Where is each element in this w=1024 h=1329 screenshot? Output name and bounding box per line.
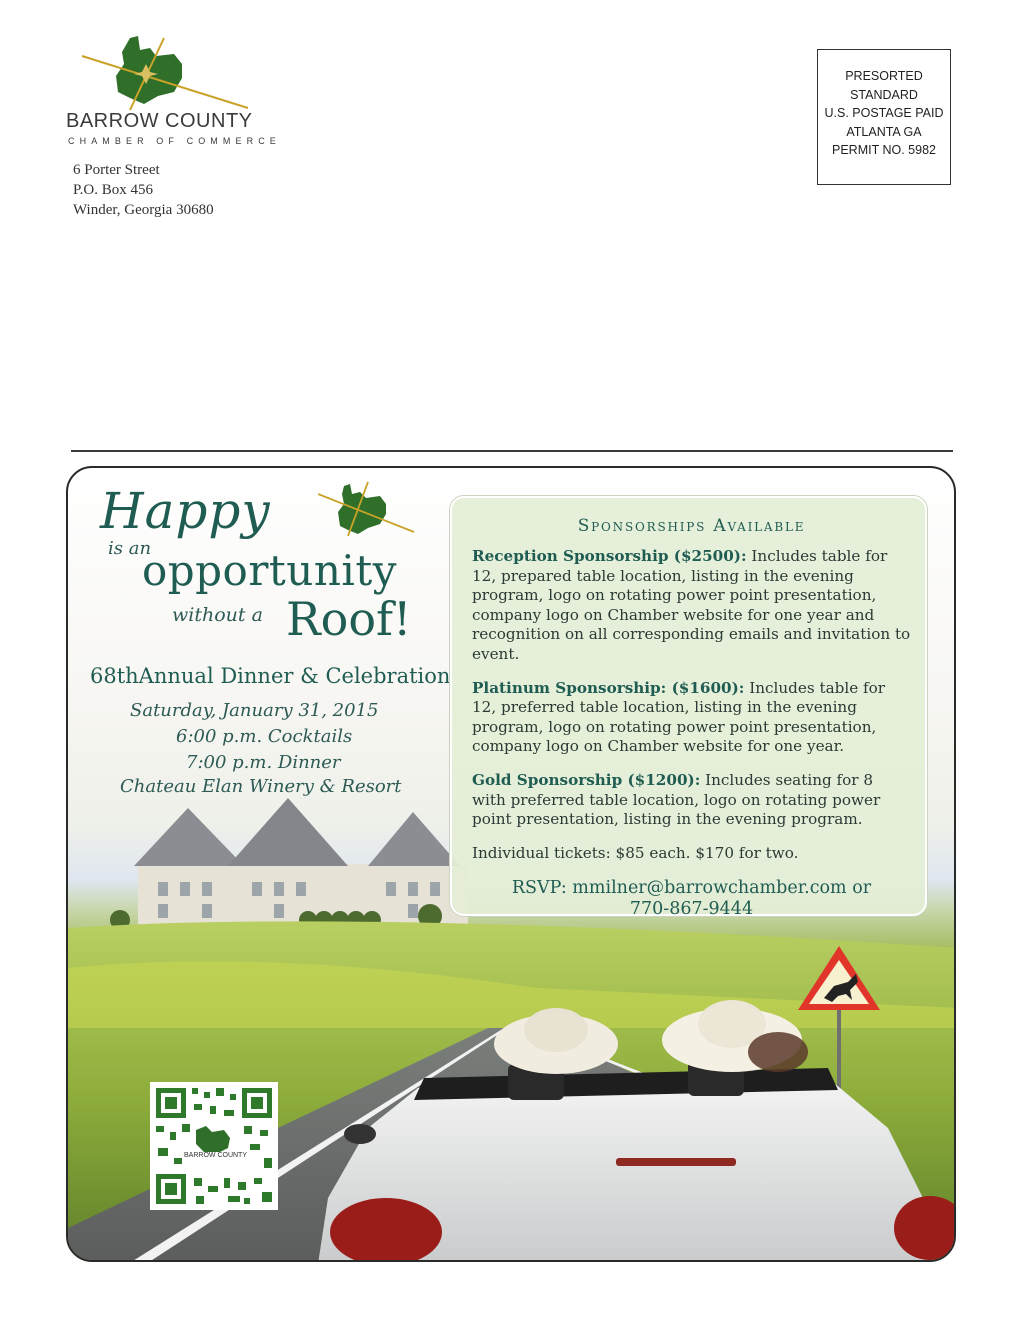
sponsorship-description: Includes seating for 8 with preferred table location, logo on rotating power point presentation, listing in the evening program. <box>472 770 881 829</box>
address-line: Winder, Georgia 30680 <box>73 202 214 218</box>
permit-line: ATLANTA GA <box>846 124 922 139</box>
permit-line: U.S. POSTAGE PAID <box>824 106 944 120</box>
return-address <box>73 160 214 220</box>
org-name: BARROW COUNTY <box>66 110 253 132</box>
chamber-logo-icon <box>318 480 418 536</box>
chamber-logo <box>66 34 281 154</box>
permit-line: STANDARD <box>850 87 918 102</box>
sponsorship-name: Platinum Sponsorship: ($1600): <box>472 678 745 697</box>
ticket-prices: Individual tickets: $85 each. $170 for two. <box>472 843 799 862</box>
permit-line: PRESORTED <box>845 69 923 83</box>
event-date: Saturday, January 31, 2015 <box>130 700 379 721</box>
org-subtitle: CHAMBER OF COMMERCE <box>68 136 281 146</box>
event-title: 68thAnnual Dinner & Celebration <box>90 664 451 688</box>
event-dinner: 7:00 p.m. Dinner <box>186 752 341 773</box>
sponsorship-description: Includes table for 12, preferred table location, listing in the evening program, logo on rotating power point presentation, company logo on Chamber website for one year. <box>472 678 886 756</box>
divider-line <box>71 450 953 452</box>
headline-opportunity: opportunity <box>142 546 397 595</box>
headline-without-a: without a <box>172 604 263 626</box>
georgia-county-shape-icon <box>78 34 258 112</box>
chateau-building <box>110 798 468 930</box>
sponsorship-item <box>472 771 911 830</box>
sponsorship-description: Includes table for 12, prepared table location, listing in the evening program, logo on rotating power point presentation, company logo on Chamber website for one year and recognition on all corresponding emails and invitation to event. <box>472 547 911 663</box>
permit-line: PERMIT NO. 5982 <box>832 143 936 157</box>
rsvp-email: RSVP: mmilner@barrowchamber.com or <box>511 877 872 898</box>
qr-code-icon <box>150 1082 278 1210</box>
sponsorship-item <box>472 679 911 757</box>
rsvp-contact <box>472 878 911 920</box>
sponsorship-name: Reception Sponsorship ($2500): <box>472 547 747 565</box>
qr-code[interactable] <box>150 1082 278 1210</box>
address-line: 6 Porter Street <box>73 162 160 178</box>
qr-label: BARROW COUNTY <box>184 1152 247 1159</box>
headline-roof: Roof! <box>286 592 412 646</box>
headline-is-an: is an <box>108 538 152 559</box>
event-cocktails: 6:00 p.m. Cocktails <box>176 726 353 747</box>
event-venue: Chateau Elan Winery & Resort <box>120 776 402 797</box>
sponsorship-name: Gold Sponsorship ($1200): <box>472 770 701 789</box>
sponsorship-item <box>472 547 911 665</box>
sponsorship-panel <box>450 496 927 919</box>
address-line: P.O. Box 456 <box>73 182 154 198</box>
postcard <box>66 466 956 1262</box>
sponsorship-title: Sponsorships Available <box>577 516 806 536</box>
rsvp-phone: 770-867-9444 <box>629 898 754 919</box>
headline-happy: Happy <box>100 482 271 540</box>
postage-permit-box <box>817 49 951 185</box>
